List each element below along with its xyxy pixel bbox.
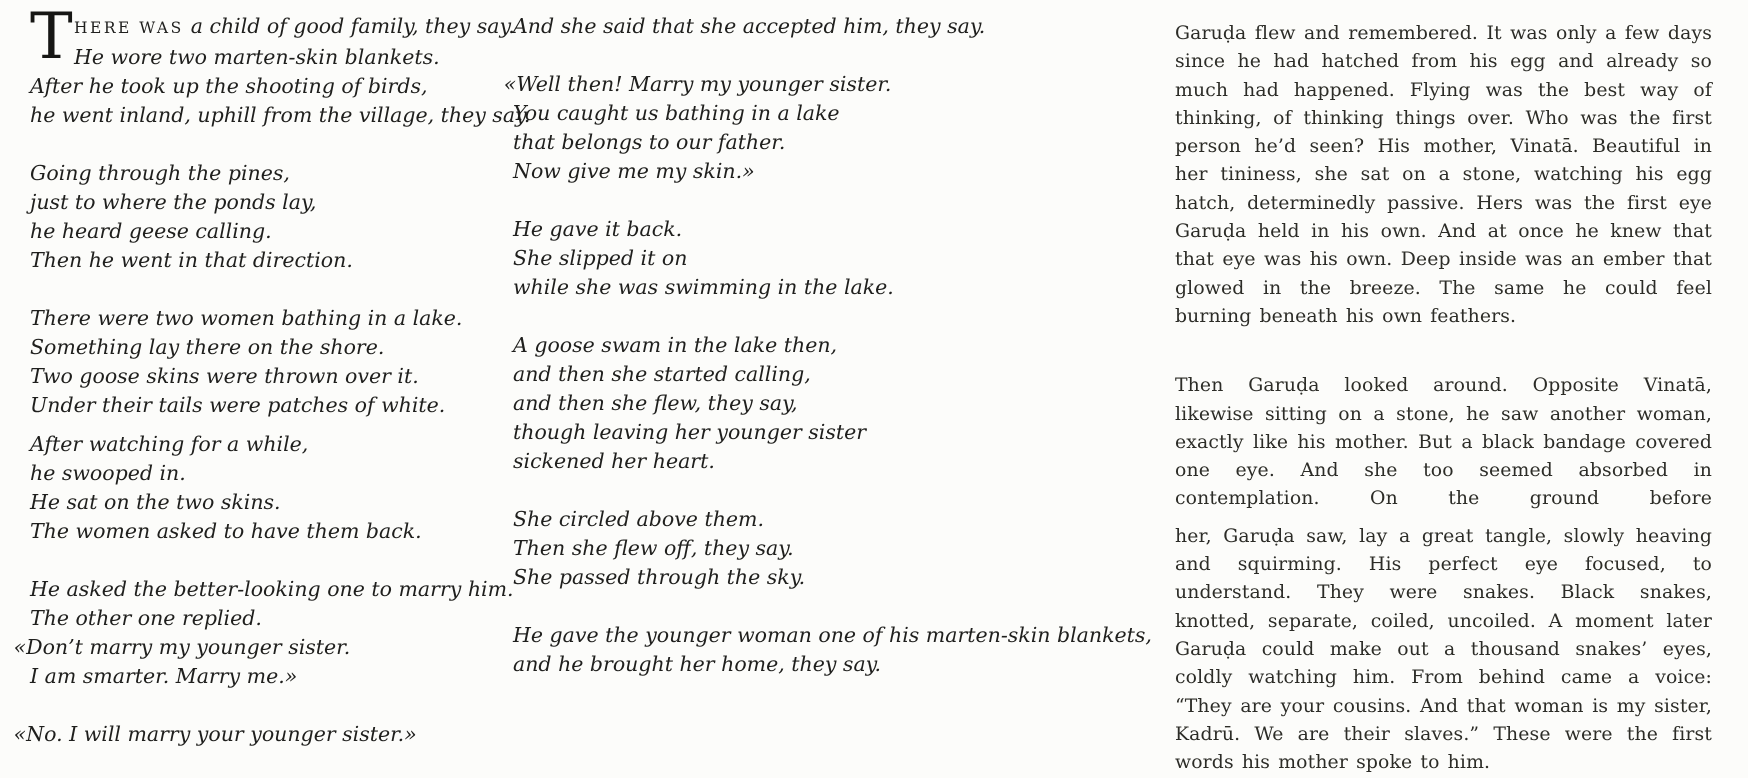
opening-small-caps: HERE WAS bbox=[74, 19, 184, 37]
poem-line: There were two women bathing in a lake. bbox=[30, 306, 463, 330]
stanza bbox=[513, 505, 1098, 592]
poem-line: He gave the younger woman one of his marten-skin blankets, bbox=[513, 623, 1152, 647]
stanza bbox=[30, 304, 510, 420]
poem-line: that belongs to our father. bbox=[513, 130, 786, 154]
poem-line: Something lay there on the shore. bbox=[30, 335, 385, 359]
poem-line: The other one replied. bbox=[30, 606, 262, 630]
poem-line: he heard geese calling. bbox=[30, 219, 272, 243]
poem-line: He sat on the two skins. bbox=[30, 490, 281, 514]
poem-line: She slipped it on bbox=[513, 246, 688, 270]
stanza bbox=[513, 12, 1098, 41]
poem-line: Two goose skins were thrown over it. bbox=[30, 364, 419, 388]
poem-line: just to where the ponds lay, bbox=[30, 190, 317, 214]
poem-line: and then she flew, they say, bbox=[513, 391, 798, 415]
poem-line: Under their tails were patches of white. bbox=[30, 393, 446, 417]
poem-line: And she said that she accepted him, they say. bbox=[513, 14, 986, 38]
prose-paragraph: Garuḍa flew and remembered. It was only a few days since he had hatched from his egg and already so much had happened. Flying was the best way of thinking, of thinking things over. Who was the first person he’d seen? His mother, Vinatā. Beautiful in her tininess, she sat on a stone, watching his egg hatch, determinedly passive. Hers was the first eye Garuḍa held in his own. And at once he knew that that eye was his own. Deep inside was an ember that glowed in the breeze. The same he could feel burning beneath his own feathers. bbox=[1175, 23, 1712, 327]
poem-column-middle bbox=[503, 12, 1152, 708]
opening-italic-text: a child of good family, they say. bbox=[190, 14, 515, 38]
stanza bbox=[30, 159, 510, 275]
poem-line: Now give me my skin.» bbox=[513, 159, 755, 183]
drop-cap: T bbox=[30, 0, 73, 74]
poem-line: «Don’t marry my younger sister. bbox=[13, 635, 351, 659]
poem-line: and then she started calling, bbox=[513, 362, 811, 386]
poem-line: After he took up the shooting of birds, bbox=[30, 74, 428, 98]
poem-line: and he brought her home, they say. bbox=[513, 652, 882, 676]
stanza-opening bbox=[30, 0, 531, 130]
prose-paragraph: her, Garuḍa saw, lay a great tangle, slowly heaving and squirming. His perfect eye focused, to understand. They were snakes. Black snakes, knotted, separate, coiled, uncoiled. A moment later Garuḍa could make out a thousand snakes’ eyes, coldly watching him. From behind came a voice: “They are your cousins. And that woman is my sister, Kadrū. We are their slaves.” These were the first words his mother spoke to him. bbox=[1175, 525, 1712, 774]
poem-line: sickened her heart. bbox=[513, 449, 715, 473]
poem-line: I am smarter. Marry me.» bbox=[30, 664, 298, 688]
poem-line: he swooped in. bbox=[30, 461, 186, 485]
poem-line: «Well then! Marry my younger sister. bbox=[503, 72, 892, 96]
poem-line: He asked the better-looking one to marry him. bbox=[30, 577, 514, 601]
poem-line: Going through the pines, bbox=[30, 161, 290, 185]
poem-line: Then she flew off, they say. bbox=[513, 536, 794, 560]
prose-column bbox=[1175, 20, 1712, 777]
poem-line: he went inland, uphill from the village, they say. bbox=[30, 103, 531, 127]
poem-line: Then he went in that direction. bbox=[30, 248, 353, 272]
poem-line: while she was swimming in the lake. bbox=[513, 275, 894, 299]
stanza bbox=[30, 430, 510, 546]
poem-line: A goose swam in the lake then, bbox=[513, 333, 838, 357]
poem-column-left bbox=[13, 0, 531, 778]
poem-line: though leaving her younger sister bbox=[513, 420, 867, 444]
poem-line: The women asked to have them back. bbox=[30, 519, 422, 543]
poem-line-opening bbox=[30, 12, 515, 43]
poem-line: «No. I will marry your younger sister.» bbox=[13, 722, 417, 746]
prose-paragraph: Then Garuḍa looked around. Opposite Vinatā, likewise sitting on a stone, he saw another woman, exactly like his mother. But a black bandage covered one eye. And she too seemed absorbed in contemplation. On the ground before bbox=[1175, 375, 1712, 510]
poem-line: He gave it back. bbox=[513, 217, 683, 241]
stanza bbox=[513, 215, 1098, 302]
stanza bbox=[513, 621, 1152, 679]
stanza bbox=[503, 70, 1098, 186]
stanza bbox=[13, 720, 510, 749]
poem-line: She circled above them. bbox=[513, 507, 764, 531]
stanza bbox=[13, 575, 514, 691]
poem-line: He wore two marten-skin blankets. bbox=[74, 45, 440, 69]
stanza-lines bbox=[30, 43, 531, 130]
poem-line: After watching for a while, bbox=[30, 432, 309, 456]
poem-line: She passed through the sky. bbox=[513, 565, 806, 589]
stanza bbox=[513, 331, 1098, 476]
poem-line: You caught us bathing in a lake bbox=[513, 101, 840, 125]
